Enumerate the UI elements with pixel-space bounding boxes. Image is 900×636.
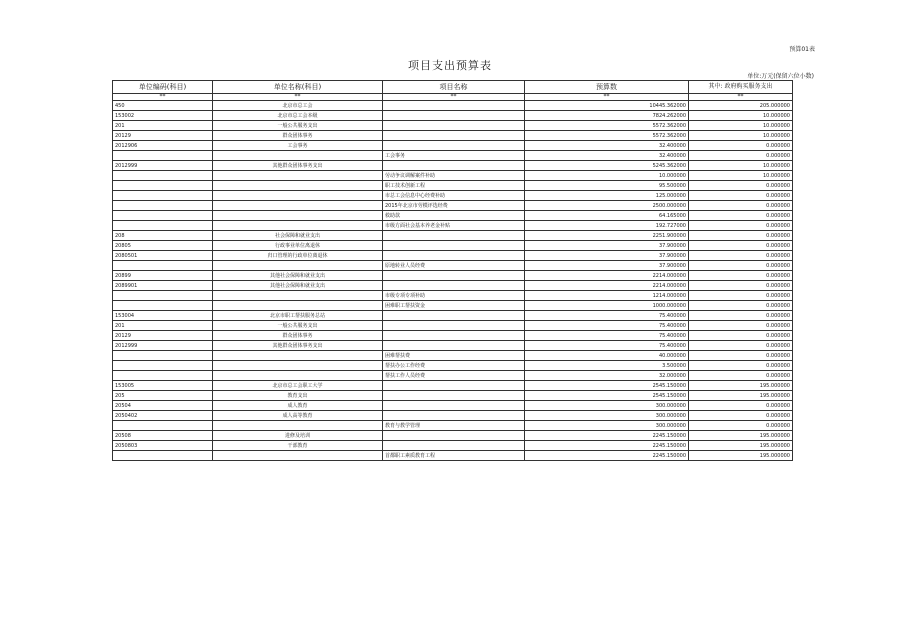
- row-code-cell: [113, 221, 213, 231]
- row-govt-cell: 0.000000: [689, 321, 793, 331]
- row-name-cell: [213, 181, 383, 191]
- row-budget-cell: 2545.150000: [525, 391, 689, 401]
- row-budget-cell: 2500.000000: [525, 201, 689, 211]
- row-project-cell: 职工技术创新工程: [383, 181, 525, 191]
- row-name-cell: 成人教育: [213, 401, 383, 411]
- row-project-cell: [383, 401, 525, 411]
- row-name-cell: [213, 191, 383, 201]
- table-row: [113, 351, 793, 361]
- row-name-cell: 其他社会保障和就业支出: [213, 271, 383, 281]
- row-code-cell: [113, 211, 213, 221]
- table-row: [113, 301, 793, 311]
- table-row: [113, 361, 793, 371]
- row-budget-cell: 75.400000: [525, 321, 689, 331]
- page-title: 项目支出预算表: [408, 59, 492, 72]
- row-name-cell: 归口管理的行政单位离退休: [213, 251, 383, 261]
- table-row: [113, 131, 793, 141]
- table-row: [113, 391, 793, 401]
- row-name-cell: 其他群众团体事务支出: [213, 341, 383, 351]
- row-govt-cell: 0.000000: [689, 291, 793, 301]
- row-govt-cell: 10.000000: [689, 111, 793, 121]
- row-project-cell: 劳动争议调解案件补助: [383, 171, 525, 181]
- row-govt-cell: 0.000000: [689, 221, 793, 231]
- row-project-cell: 原地转业人员经费: [383, 261, 525, 271]
- row-govt-cell: 195.000000: [689, 441, 793, 451]
- table-row: [113, 181, 793, 191]
- row-budget-cell: 1214.000000: [525, 291, 689, 301]
- row-govt-cell: 195.000000: [689, 431, 793, 441]
- table-row: [113, 401, 793, 411]
- row-code-cell: 153004: [113, 311, 213, 321]
- row-code-cell: 2080501: [113, 251, 213, 261]
- row-govt-cell: 0.000000: [689, 251, 793, 261]
- row-budget-cell: 1000.000000: [525, 301, 689, 311]
- row-govt-cell: 0.000000: [689, 351, 793, 361]
- row-govt-cell: 0.000000: [689, 361, 793, 371]
- table-row: [113, 111, 793, 121]
- row-govt-cell: 0.000000: [689, 341, 793, 351]
- row-budget-cell: 2545.150000: [525, 381, 689, 391]
- header-budget: 预算数: [525, 81, 689, 94]
- table-row: [113, 291, 793, 301]
- table-row: [113, 441, 793, 451]
- row-project-cell: [383, 281, 525, 291]
- row-govt-cell: 0.000000: [689, 211, 793, 221]
- row-govt-cell: 0.000000: [689, 421, 793, 431]
- subheader-cell: **: [213, 94, 383, 101]
- header-project: 项目名称: [383, 81, 525, 94]
- row-budget-cell: 5245.362000: [525, 161, 689, 171]
- subheader-row: [113, 94, 793, 101]
- row-code-cell: 2050803: [113, 441, 213, 451]
- row-project-cell: 工会事务: [383, 151, 525, 161]
- row-code-cell: [113, 451, 213, 461]
- row-name-cell: [213, 171, 383, 181]
- row-code-cell: [113, 201, 213, 211]
- row-budget-cell: 192.727000: [525, 221, 689, 231]
- row-govt-cell: 0.000000: [689, 401, 793, 411]
- row-budget-cell: 75.400000: [525, 331, 689, 341]
- row-code-cell: [113, 151, 213, 161]
- row-project-cell: [383, 111, 525, 121]
- row-code-cell: 2050402: [113, 411, 213, 421]
- row-budget-cell: 2245.150000: [525, 441, 689, 451]
- row-name-cell: [213, 351, 383, 361]
- row-budget-cell: 32.000000: [525, 371, 689, 381]
- row-govt-cell: 10.000000: [689, 121, 793, 131]
- unit-note: 单位:万元(保留六位小数): [747, 73, 814, 80]
- row-code-cell: [113, 301, 213, 311]
- row-name-cell: 一般公共服务支出: [213, 321, 383, 331]
- row-name-cell: [213, 371, 383, 381]
- row-budget-cell: 95.500000: [525, 181, 689, 191]
- row-budget-cell: 2245.150000: [525, 431, 689, 441]
- row-project-cell: [383, 321, 525, 331]
- row-code-cell: [113, 261, 213, 271]
- table-row: [113, 451, 793, 461]
- table-row: [113, 101, 793, 111]
- row-name-cell: 一般公共服务支出: [213, 121, 383, 131]
- row-project-cell: 教育与教学管理: [383, 421, 525, 431]
- row-budget-cell: 10.000000: [525, 171, 689, 181]
- row-budget-cell: 37.900000: [525, 251, 689, 261]
- row-project-cell: [383, 141, 525, 151]
- table-row: [113, 171, 793, 181]
- table-row: [113, 431, 793, 441]
- row-project-cell: 困难职工帮扶资金: [383, 301, 525, 311]
- row-project-cell: 救助款: [383, 211, 525, 221]
- row-govt-cell: 0.000000: [689, 241, 793, 251]
- table-row: [113, 341, 793, 351]
- row-code-cell: 20899: [113, 271, 213, 281]
- row-budget-cell: 300.000000: [525, 411, 689, 421]
- row-govt-cell: 0.000000: [689, 201, 793, 211]
- row-code-cell: [113, 181, 213, 191]
- header-row: [113, 81, 793, 94]
- row-project-cell: [383, 431, 525, 441]
- subheader-cell: **: [525, 94, 689, 101]
- row-name-cell: [213, 291, 383, 301]
- row-budget-cell: 300.000000: [525, 421, 689, 431]
- row-name-cell: 行政事业单位离退休: [213, 241, 383, 251]
- row-govt-cell: 0.000000: [689, 191, 793, 201]
- row-project-cell: [383, 331, 525, 341]
- row-code-cell: 2012906: [113, 141, 213, 151]
- row-code-cell: 201: [113, 121, 213, 131]
- row-budget-cell: 2214.000000: [525, 271, 689, 281]
- row-code-cell: 153002: [113, 111, 213, 121]
- row-name-cell: 北京市总工会职工大学: [213, 381, 383, 391]
- row-budget-cell: 7824.262000: [525, 111, 689, 121]
- row-code-cell: 20508: [113, 431, 213, 441]
- row-budget-cell: 3.500000: [525, 361, 689, 371]
- row-project-cell: 帮扶工作人员经费: [383, 371, 525, 381]
- table-row: [113, 141, 793, 151]
- row-project-cell: [383, 121, 525, 131]
- row-project-cell: 首都职工素质教育工程: [383, 451, 525, 461]
- row-name-cell: [213, 421, 383, 431]
- row-code-cell: 2012999: [113, 341, 213, 351]
- row-project-cell: [383, 251, 525, 261]
- row-code-cell: 450: [113, 101, 213, 111]
- table-row: [113, 241, 793, 251]
- row-project-cell: 市总工会信息中心经费补助: [383, 191, 525, 201]
- row-name-cell: 进修及培训: [213, 431, 383, 441]
- subheader-cell: **: [113, 94, 213, 101]
- row-govt-cell: 10.000000: [689, 131, 793, 141]
- row-govt-cell: 0.000000: [689, 281, 793, 291]
- row-govt-cell: 0.000000: [689, 261, 793, 271]
- row-govt-cell: 205.000000: [689, 101, 793, 111]
- row-name-cell: [213, 221, 383, 231]
- row-name-cell: [213, 211, 383, 221]
- row-budget-cell: 75.400000: [525, 311, 689, 321]
- row-govt-cell: 195.000000: [689, 451, 793, 461]
- row-govt-cell: 0.000000: [689, 231, 793, 241]
- row-govt-cell: 10.000000: [689, 161, 793, 171]
- row-budget-cell: 32.400000: [525, 141, 689, 151]
- row-code-cell: [113, 191, 213, 201]
- row-project-cell: [383, 231, 525, 241]
- row-code-cell: 205: [113, 391, 213, 401]
- table-row: [113, 321, 793, 331]
- row-project-cell: [383, 311, 525, 321]
- row-name-cell: 成人高等教育: [213, 411, 383, 421]
- row-project-cell: 帮扶办公工作经费: [383, 361, 525, 371]
- table-row: [113, 201, 793, 211]
- row-budget-cell: 10445.362000: [525, 101, 689, 111]
- row-budget-cell: 2251.900000: [525, 231, 689, 241]
- row-project-cell: [383, 441, 525, 451]
- row-code-cell: 2089901: [113, 281, 213, 291]
- row-project-cell: [383, 411, 525, 421]
- row-govt-cell: 195.000000: [689, 391, 793, 401]
- row-govt-cell: 0.000000: [689, 331, 793, 341]
- table-row: [113, 381, 793, 391]
- row-name-cell: 干部教育: [213, 441, 383, 451]
- subheader-cell: **: [689, 94, 793, 101]
- row-project-cell: [383, 101, 525, 111]
- row-govt-cell: 0.000000: [689, 271, 793, 281]
- row-govt-cell: 0.000000: [689, 371, 793, 381]
- table-body: [113, 101, 793, 461]
- table-row: [113, 371, 793, 381]
- row-name-cell: 工会事务: [213, 141, 383, 151]
- row-code-cell: 153005: [113, 381, 213, 391]
- row-code-cell: [113, 171, 213, 181]
- row-project-cell: [383, 161, 525, 171]
- row-budget-cell: 5572.362000: [525, 121, 689, 131]
- table-row: [113, 421, 793, 431]
- row-code-cell: [113, 421, 213, 431]
- row-code-cell: [113, 351, 213, 361]
- row-budget-cell: 300.000000: [525, 401, 689, 411]
- header-code: 单位编码(科目): [113, 81, 213, 94]
- row-budget-cell: 37.900000: [525, 241, 689, 251]
- row-code-cell: [113, 361, 213, 371]
- row-project-cell: [383, 241, 525, 251]
- table-row: [113, 211, 793, 221]
- row-project-cell: [383, 381, 525, 391]
- row-project-cell: [383, 131, 525, 141]
- row-budget-cell: 75.400000: [525, 341, 689, 351]
- row-code-cell: [113, 371, 213, 381]
- row-govt-cell: 0.000000: [689, 141, 793, 151]
- row-name-cell: 教育支出: [213, 391, 383, 401]
- row-name-cell: 北京市总工会本级: [213, 111, 383, 121]
- row-govt-cell: 0.000000: [689, 411, 793, 421]
- row-name-cell: [213, 361, 383, 371]
- row-name-cell: [213, 201, 383, 211]
- form-number: 预算01表: [789, 46, 815, 53]
- row-budget-cell: 37.900000: [525, 261, 689, 271]
- header-govt-purchase: 其中: 政府购买服务支出: [689, 81, 793, 94]
- row-name-cell: [213, 301, 383, 311]
- row-code-cell: 20129: [113, 131, 213, 141]
- row-project-cell: 2015年北京市劳模评选经费: [383, 201, 525, 211]
- row-name-cell: 其他群众团体事务支出: [213, 161, 383, 171]
- row-govt-cell: 195.000000: [689, 381, 793, 391]
- row-budget-cell: 2245.150000: [525, 451, 689, 461]
- row-name-cell: 群众团体事务: [213, 131, 383, 141]
- row-name-cell: 社会保障和就业支出: [213, 231, 383, 241]
- table-row: [113, 221, 793, 231]
- row-budget-cell: 64.165000: [525, 211, 689, 221]
- row-name-cell: [213, 451, 383, 461]
- row-code-cell: 20504: [113, 401, 213, 411]
- row-govt-cell: 0.000000: [689, 311, 793, 321]
- row-name-cell: 群众团体事务: [213, 331, 383, 341]
- row-project-cell: [383, 391, 525, 401]
- table-row: [113, 191, 793, 201]
- table-row: [113, 331, 793, 341]
- table-row: [113, 121, 793, 131]
- row-code-cell: [113, 291, 213, 301]
- table-row: [113, 411, 793, 421]
- row-code-cell: 20129: [113, 331, 213, 341]
- row-govt-cell: 0.000000: [689, 151, 793, 161]
- row-budget-cell: 32.400000: [525, 151, 689, 161]
- table-row: [113, 261, 793, 271]
- subheader-cell: **: [383, 94, 525, 101]
- row-name-cell: 北京市总工会: [213, 101, 383, 111]
- row-name-cell: 其他社会保障和就业支出: [213, 281, 383, 291]
- row-budget-cell: 125.000000: [525, 191, 689, 201]
- table-row: [113, 151, 793, 161]
- header-name: 单位名称(科目): [213, 81, 383, 94]
- budget-table: [112, 80, 793, 461]
- row-govt-cell: 0.000000: [689, 301, 793, 311]
- row-name-cell: [213, 261, 383, 271]
- table-row: [113, 281, 793, 291]
- row-code-cell: 201: [113, 321, 213, 331]
- table-row: [113, 311, 793, 321]
- row-project-cell: 困难帮扶费: [383, 351, 525, 361]
- row-govt-cell: 10.000000: [689, 171, 793, 181]
- row-project-cell: [383, 271, 525, 281]
- row-code-cell: 208: [113, 231, 213, 241]
- table-row: [113, 231, 793, 241]
- row-code-cell: 20805: [113, 241, 213, 251]
- row-project-cell: [383, 341, 525, 351]
- row-project-cell: 市级方面社会基本养老金补贴: [383, 221, 525, 231]
- row-budget-cell: 5572.362000: [525, 131, 689, 141]
- table-row: [113, 251, 793, 261]
- table-row: [113, 271, 793, 281]
- row-code-cell: 2012999: [113, 161, 213, 171]
- row-project-cell: 市级专项专项补助: [383, 291, 525, 301]
- row-name-cell: 北京市职工帮扶服务总站: [213, 311, 383, 321]
- row-budget-cell: 2214.000000: [525, 281, 689, 291]
- table-row: [113, 161, 793, 171]
- row-govt-cell: 0.000000: [689, 181, 793, 191]
- row-budget-cell: 40.000000: [525, 351, 689, 361]
- row-name-cell: [213, 151, 383, 161]
